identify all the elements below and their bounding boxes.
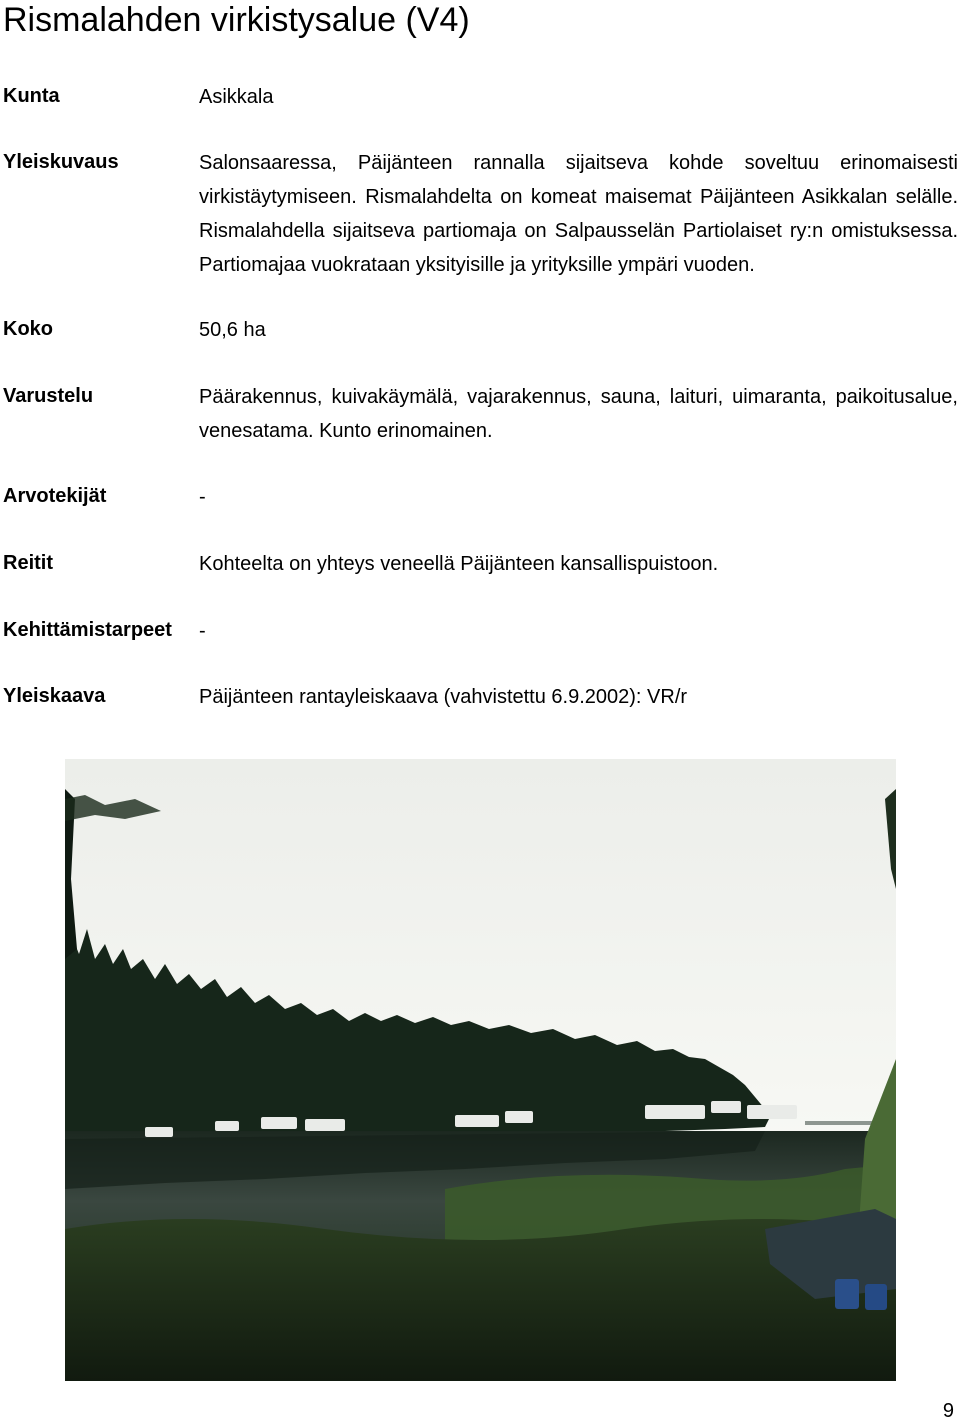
field-label: Arvotekijät	[3, 485, 107, 507]
lake-photo	[65, 759, 896, 1381]
field-label: Yleiskuvaus	[3, 151, 119, 173]
field-label: Koko	[3, 318, 53, 340]
page-number: 9	[942, 1400, 954, 1422]
field-label: Kehittämistarpeet	[3, 619, 172, 641]
field-label: Yleiskaava	[3, 685, 106, 707]
field-value: Salonsaaressa, Päijänteen rannalla sijaitseva kohde soveltuu erinomaisesti virkistäytymiseen. Rismalahdelta on komeat maisemat Päijänteen Asikkalan selälle. Rismalahdella sijaitseva partiomaja on Salpausselän Partiolaiset ry:n omistuksessa. Partiomajaa vuokrataan yksityisille ja yrityksille ympäri vuoden.	[199, 152, 958, 276]
field-value: Päärakennus, kuivakäymälä, vajarakennus, sauna, laituri, uimaranta, paikoitusalue, venesatama. Kunto erinomainen.	[199, 386, 958, 442]
field-value: Kohteelta on yhteys veneellä Päijänteen kansallispuistoon.	[199, 553, 719, 575]
field-value: 50,6 ha	[199, 319, 266, 341]
field-value: -	[199, 486, 206, 508]
page-title: Rismalahden virkistysalue (V4)	[3, 1, 470, 39]
photo-canister-2	[865, 1284, 887, 1310]
field-value: Asikkala	[199, 86, 274, 108]
field-value: -	[199, 620, 206, 642]
field-label: Kunta	[3, 85, 60, 107]
field-value: Päijänteen rantayleiskaava (vahvistettu 6.9.2002): VR/r	[199, 686, 688, 708]
photo-canister	[835, 1279, 859, 1309]
field-label: Reitit	[3, 552, 53, 574]
field-label: Varustelu	[3, 385, 94, 407]
